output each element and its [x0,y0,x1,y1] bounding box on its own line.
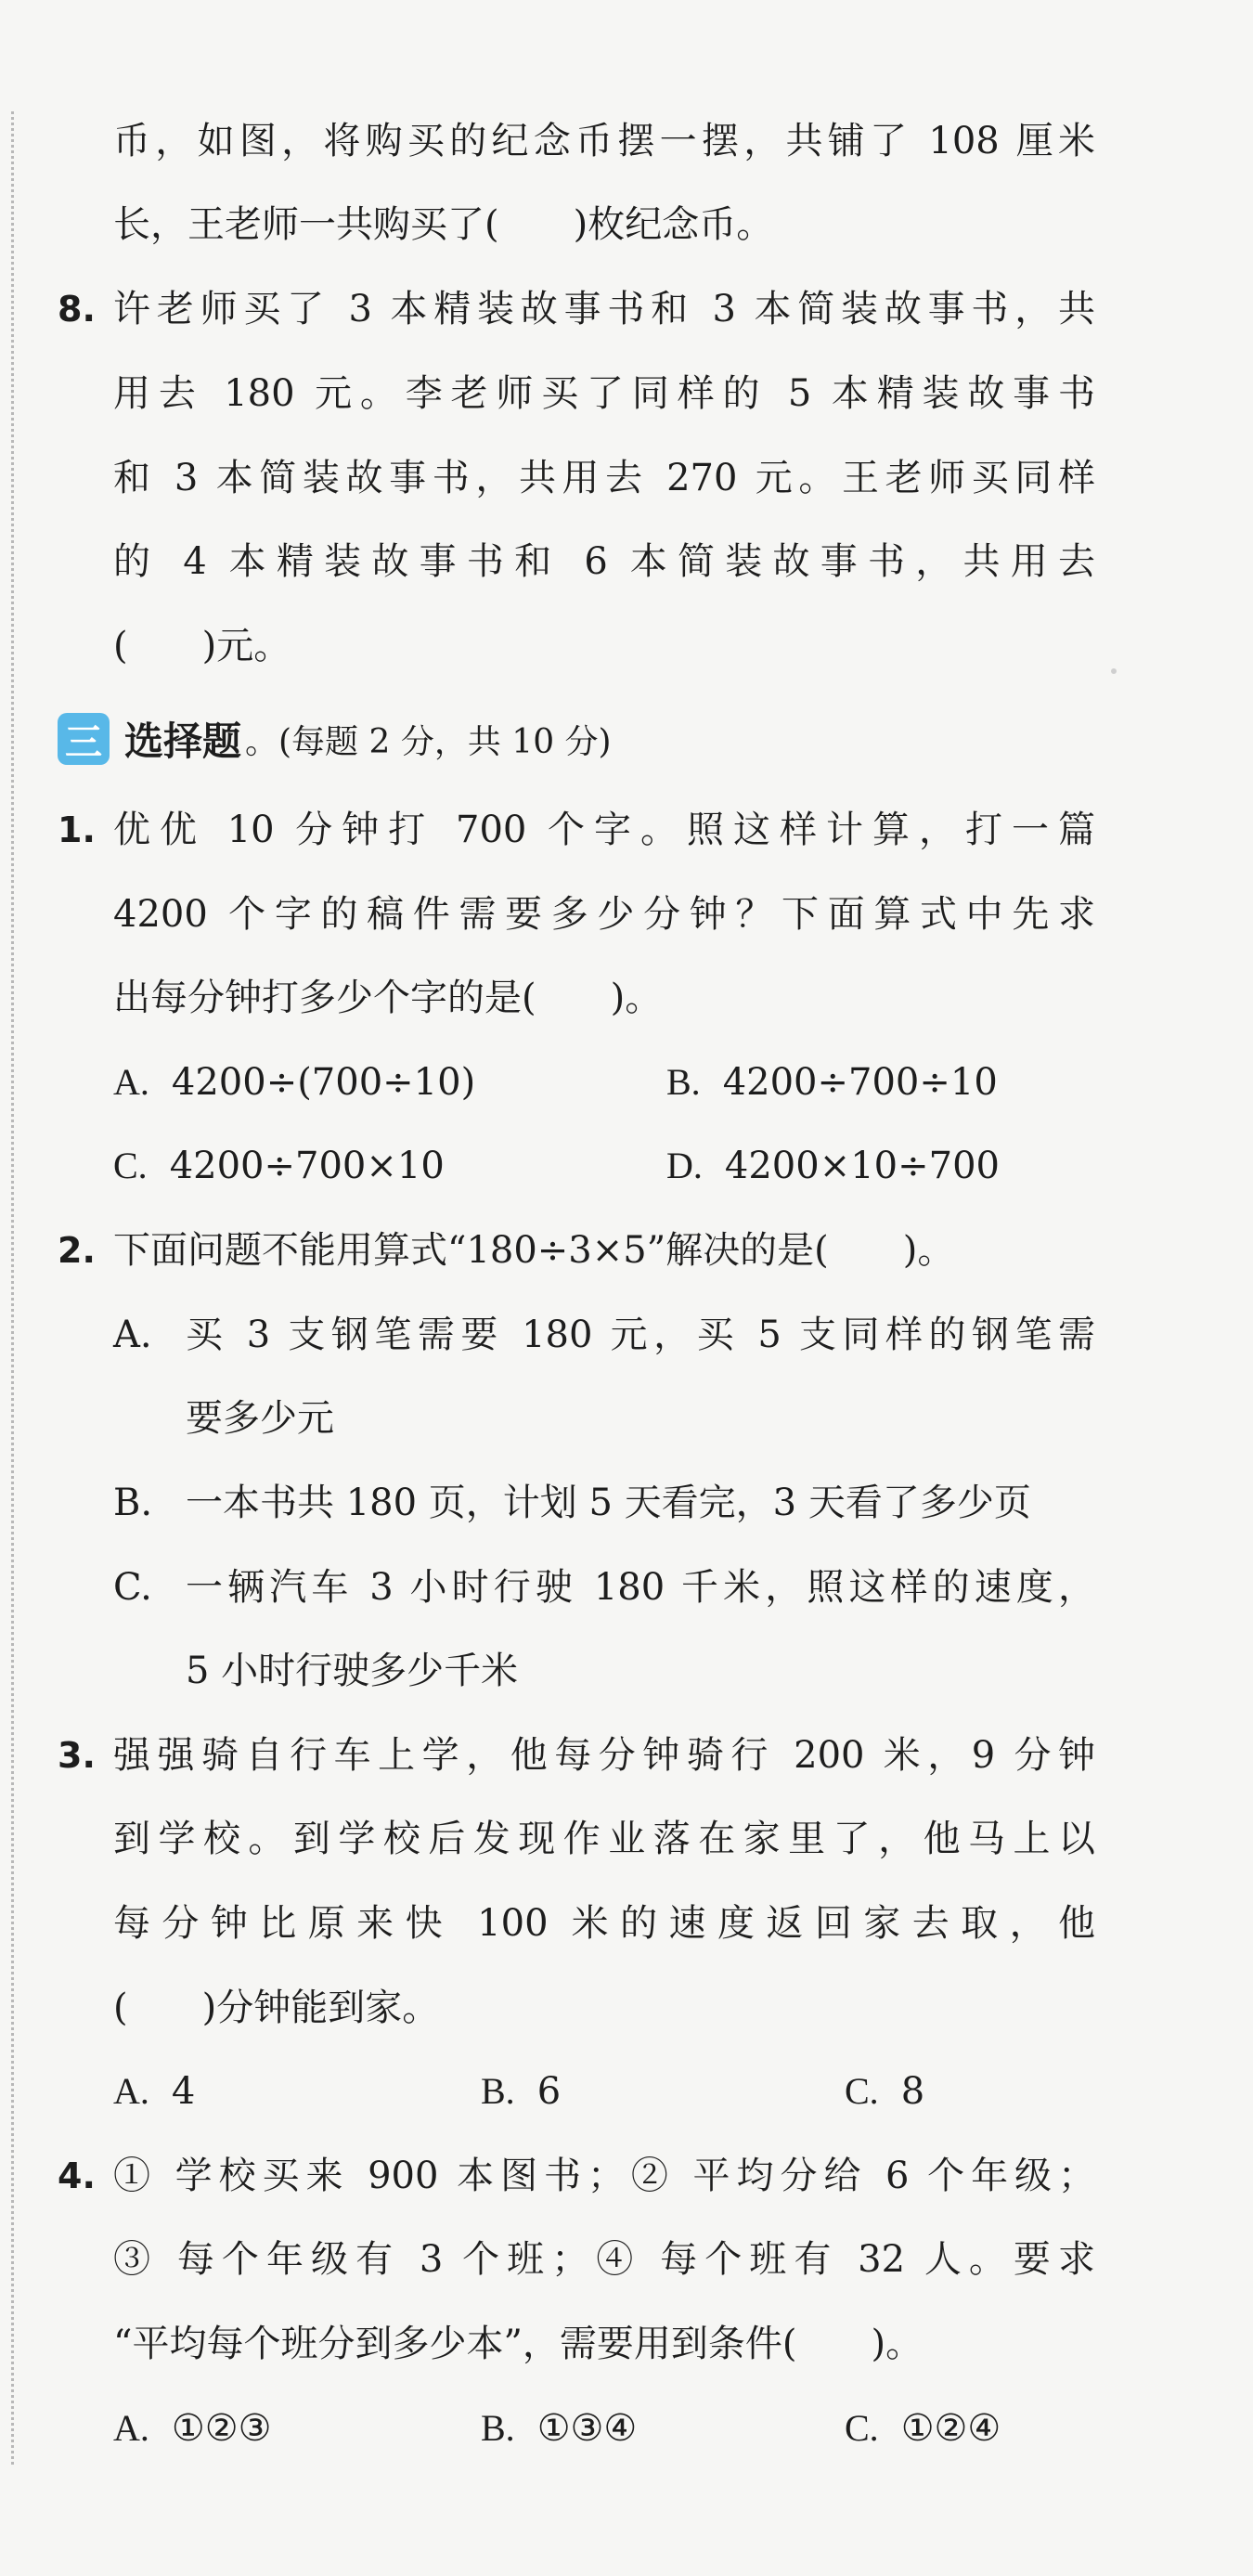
section-score-note: 。(每题 2 分，共 10 分) [245,722,612,761]
c1-text-line2: 4200 个字的稿件需要多少分钟？下面算式中先求 [113,893,1095,936]
c2-option-c-line2[interactable]: 5 小时行驶多少千米 [186,1650,519,1692]
c4-option-b[interactable]: B. ①③④ [481,2407,638,2450]
section-badge: 三 [58,713,110,765]
c2-text-line1: 下面问题不能用算式“180÷3×5”解决的是( )。 [113,1229,955,1272]
c3-number: 3. [58,1735,96,1776]
q7-text-line1: 币，如图，将购买的纪念币摆一摆，共铺了 108 厘米 [113,120,1095,162]
c1-option-a[interactable]: A. 4200÷(700÷10) [113,1061,476,1104]
c2-option-b-line1[interactable]: 一本书共 180 页，计划 5 天看完，3 天看了多少页 [186,1482,1031,1524]
c1-number: 1. [58,809,96,850]
c3-text-line2: 到学校。到学校后发现作业落在家里了，他马上以 [113,1818,1095,1860]
q8-text-line4: 的 4 本精装故事书和 6 本简装故事书，共用去 [113,540,1095,583]
c2-option-b-label[interactable]: B. [113,1482,153,1524]
c2-option-a-line1[interactable]: 买 3 支钢笔需要 180 元，买 5 支同样的钢笔需 [186,1314,1095,1356]
q8-number: 8. [58,289,96,330]
c3-text-line3: 每分钟比原来快 100 米的速度返回家去取，他 [113,1902,1095,1945]
section-title: 选择题 [124,718,242,764]
c4-text-line1: ① 学校买来 900 本图书；② 平均分给 6 个年级； [113,2155,1095,2197]
section-header-choice [58,709,612,769]
q7-text-line2: 长，王老师一共购买了( )枚纪念币。 [113,203,774,246]
c3-option-b[interactable]: B. 6 [481,2070,562,2113]
q8-text-line2: 用去 180 元。李老师买了同样的 5 本精装故事书 [113,372,1095,415]
scan-speck [1111,668,1117,674]
c2-option-a-line2[interactable]: 要多少元 [186,1397,334,1440]
binding-margin-line [11,111,14,2465]
c3-option-c[interactable]: C. 8 [845,2070,925,2113]
c2-option-c-label[interactable]: C. [113,1566,152,1609]
c4-text-line3: “平均每个班分到多少本”，需要用到条件( )。 [113,2323,924,2365]
c1-text-line3: 出每分钟打多少个字的是( )。 [113,977,663,1019]
c3-text-line1: 强强骑自行车上学，他每分钟骑行 200 米，9 分钟 [113,1734,1095,1777]
c4-number: 4. [58,2155,96,2196]
c4-option-c[interactable]: C. ①②④ [845,2407,1001,2450]
c1-text-line1: 优优 10 分钟打 700 个字。照这样计算，打一篇 [113,809,1095,851]
c3-text-line4: ( )分钟能到家。 [113,1987,440,2029]
q8-text-line5: ( )元。 [113,625,291,667]
c4-option-a[interactable]: A. ①②③ [113,2407,272,2450]
c1-option-b[interactable]: B. 4200÷700÷10 [666,1061,998,1104]
c3-option-a[interactable]: A. 4 [113,2070,196,2113]
c2-option-c-line1[interactable]: 一辆汽车 3 小时行驶 180 千米，照这样的速度， [186,1566,1095,1609]
q8-text-line3: 和 3 本简装故事书，共用去 270 元。王老师买同样 [113,457,1095,499]
q8-text-line1: 许老师买了 3 本精装故事书和 3 本简装故事书，共 [113,288,1095,330]
c2-option-a-label[interactable]: A. [113,1314,152,1356]
c1-option-d[interactable]: D. 4200×10÷700 [666,1145,1000,1187]
c4-text-line2: ③ 每个年级有 3 个班；④ 每个班有 32 人。要求 [113,2238,1095,2281]
c2-number: 2. [58,1230,96,1271]
c1-option-c[interactable]: C. 4200÷700×10 [113,1145,445,1187]
